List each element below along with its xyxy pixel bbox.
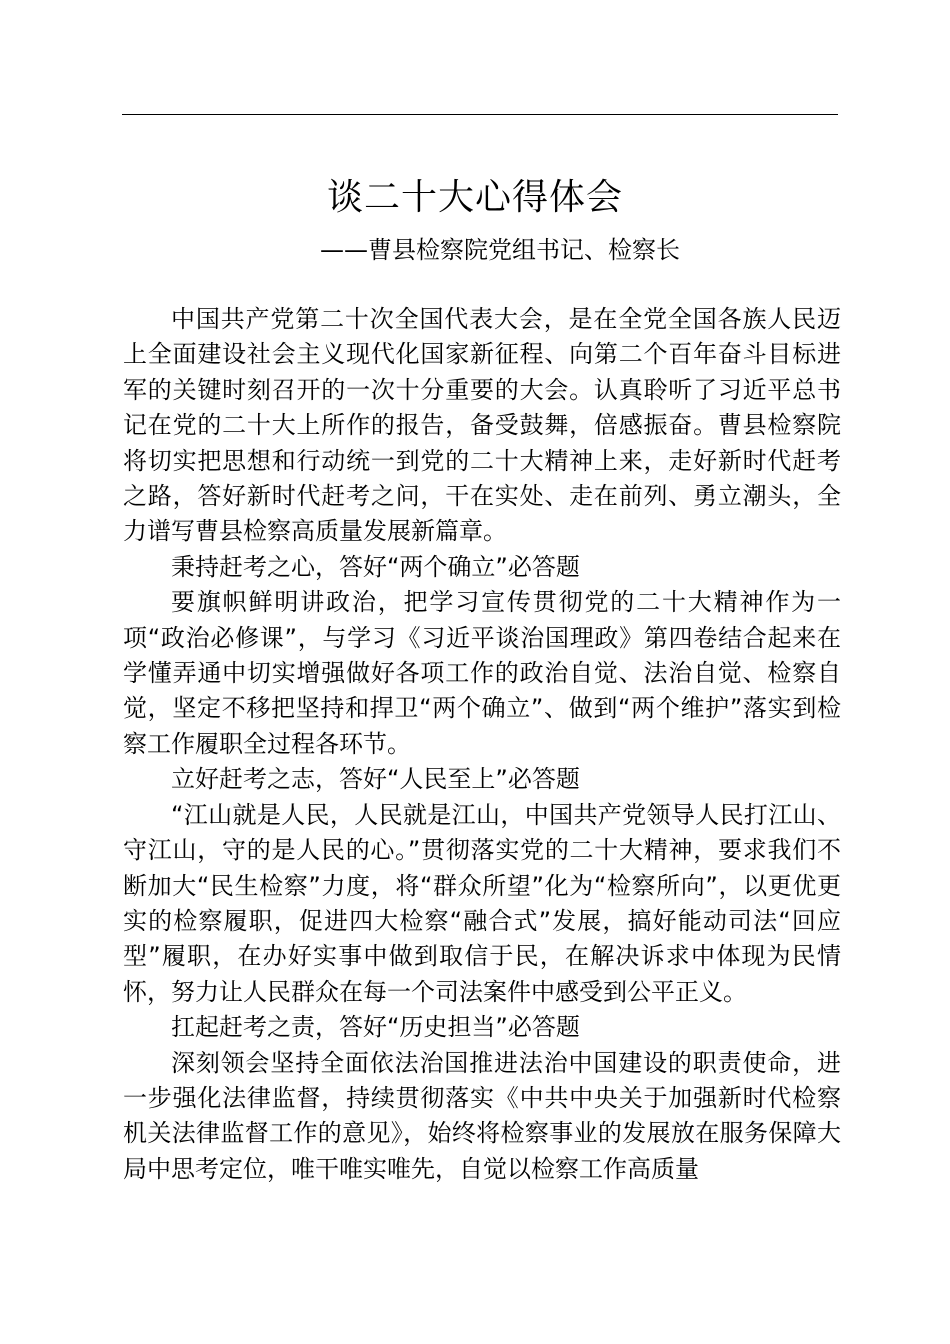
document-body	[123, 302, 841, 1187]
paragraph-section-1: 要旗帜鲜明讲政治，把学习宣传贯彻党的二十大精神作为一项“政治必修课”，与学习《习近平谈治国理政》第四卷结合起来在学懂弄通中切实增强做好各项工作的政治自觉、法治自觉、检察自觉，坚定不移把坚持和捍卫“两个确立”、做到“两个维护”落实到检察工作履职全过程各环节。	[123, 588, 841, 758]
header-rule	[122, 114, 838, 115]
paragraph-intro: 中国共产党第二十次全国代表大会，是在全党全国各族人民迈上全面建设社会主义现代化国家新征程、向第二个百年奋斗目标进军的关键时刻召开的一次十分重要的大会。认真聆听了习近平总书记在党的二十大上所作的报告，备受鼓舞，倍感振奋。曹县检察院将切实把思想和行动统一到党的二十大精神上来，走好新时代赶考之路，答好新时代赶考之问，干在实处、走在前列、勇立潮头，全力谱写曹县检察高质量发展新篇章。	[123, 305, 841, 546]
document-subtitle: ——曹县检察院党组书记、检察长	[320, 236, 680, 264]
section-heading-2: 立好赶考之志，答好“人民至上”必答题	[171, 765, 580, 794]
paragraph-section-3: 深刻领会坚持全面依法治国推进法治中国建设的职责使命，进一步强化法律监督，持续贯彻落实《中共中央关于加强新时代检察机关法律监督工作的意见》，始终将检察事业的发展放在服务保障大局中思考定位，唯干唯实唯先，自觉以检察工作高质量	[123, 1048, 841, 1183]
section-heading-1: 秉持赶考之心，答好“两个确立”必答题	[171, 552, 580, 581]
section-heading-3: 扛起赶考之责，答好“历史担当”必答题	[171, 1013, 580, 1042]
paragraph-section-2: “江山就是人民，人民就是江山，中国共产党领导人民打江山、守江山，守的是人民的心。”贯彻落实党的二十大精神，要求我们不断加大“民生检察”力度，将“群众所望”化为“检察所向”，以更优更实的检察履职，促进四大检察“融合式”发展，搞好能动司法“回应型”履职，在办好实事中做到取信于民，在解决诉求中体现为民情怀，努力让人民群众在每一个司法案件中感受到公平正义。	[123, 800, 841, 1006]
document-title: 谈二十大心得体会	[326, 177, 623, 218]
